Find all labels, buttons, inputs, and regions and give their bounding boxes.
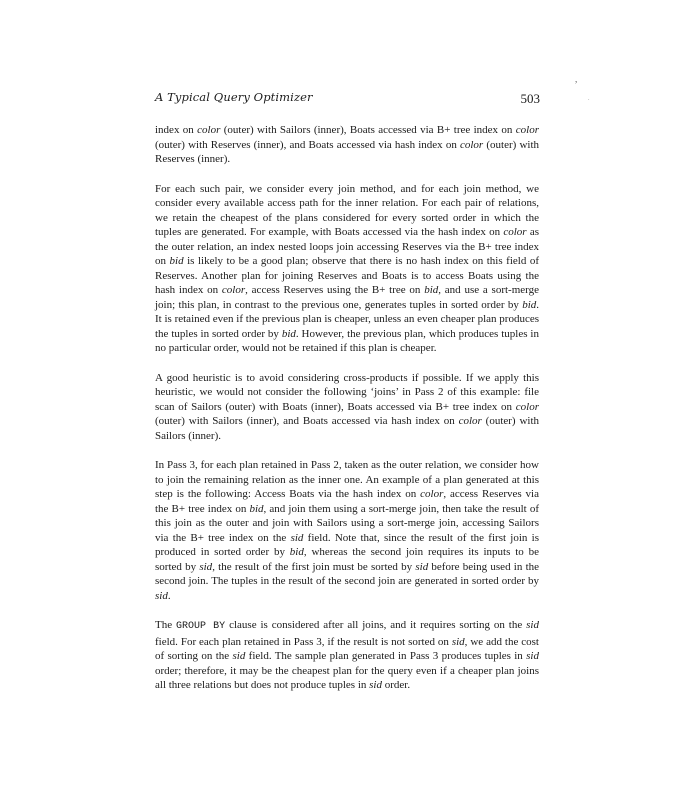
text-run: .	[167, 589, 171, 602]
italic-term: color	[459, 138, 484, 151]
text-run: , and join them using a sort-merge join, then take the result of this join as the outer and join with Sailors using a sort-merge join, accessing Sailors via the B+ tree index on the	[155, 502, 539, 544]
text-run: In Pass 3, for each plan retained in Pass 2, taken as the outer relation, we consider how to join the remaining relation as the inner one. An example of a plan generated at this step is the following: Access Boats via the hash index on	[155, 459, 539, 500]
text-run: , whereas the second join requires its inputs to be sorted by	[155, 546, 539, 573]
paragraph	[155, 182, 539, 356]
italic-term: color	[515, 400, 539, 413]
text-run: (outer) with Sailors (inner).	[155, 415, 540, 442]
italic-term: bid	[289, 546, 304, 558]
italic-term: color	[197, 124, 221, 136]
italic-term: color	[458, 415, 482, 427]
text-run: field. Note that, since the result of the first join is produced in sorted order by	[155, 531, 539, 558]
italic-term: bid	[169, 255, 184, 267]
paragraph	[155, 123, 539, 167]
italic-term: sid	[290, 531, 304, 544]
text-run: . However, the previous plan, which produces tuples in no particular order, would not be retained if this plan is cheaper.	[155, 327, 539, 354]
italic-term: sid	[526, 650, 539, 662]
text-run: , the result of the first join must be sorted by	[212, 560, 416, 573]
paragraph	[155, 371, 539, 444]
running-head	[155, 90, 540, 108]
text-run: (outer) with Sailors (inner), Boats accessed via B+ tree index on	[220, 124, 516, 136]
text-run: clause is considered after all joins, and it requires sorting on the	[225, 619, 527, 631]
paragraph	[155, 618, 539, 693]
italic-term: sid	[232, 650, 246, 662]
text-run: The	[155, 619, 177, 631]
text-run: (outer) with Sailors (inner), and Boats accessed via hash index on	[155, 415, 459, 427]
text-run: , access Reserves using the B+ tree on	[245, 284, 425, 296]
italic-term: sid	[451, 635, 465, 648]
text-run: field. For each plan retained in Pass 3, if the result is not sorted on	[155, 635, 452, 648]
text-run: , access Reserves via the B+ tree index on	[155, 488, 539, 515]
italic-term: sid	[369, 679, 382, 691]
italic-term: color	[503, 226, 527, 238]
running-title: A Typical Query Optimizer	[155, 90, 313, 104]
text-run: field. The sample plan generated in Pass 3 produces tuples in	[245, 650, 527, 662]
text-run: A good heuristic is to avoid considering cross-products if possible. If we apply this heuristic, we would not consider the following ‘joins’ in Pass 2 of this example: file scan of Sailors (outer) with Boats (inner), Boats accessed via B+ tree index on	[155, 371, 539, 413]
italic-term: color	[515, 124, 539, 136]
text-run: For each such pair, we consider every join method, and for each join method, we consider every available access path for the inner relation. For each pair of relations, we retain the cheapest of the plans considered for every sorted order in which the tuples are generated. For example, with Boats accessed via the hash index on	[155, 182, 539, 238]
code-term: GROUP BY	[176, 621, 226, 632]
text-run: order.	[381, 679, 411, 691]
italic-term: sid	[155, 589, 168, 602]
text-run: index on	[155, 124, 198, 136]
text-run: . It is retained even if the previous plan is cheaper, unless an even cheaper plan produces the tuples in sorted order by	[155, 298, 539, 340]
italic-term: bid	[249, 502, 264, 515]
text-run: order; therefore, it may be the cheapest plan for the query even if a cheaper plan joins all three relations but does not produce tuples in	[155, 664, 539, 691]
italic-term: bid	[424, 284, 439, 296]
text-run: is likely to be a good plan; observe that there is no hash index on this field of Reserves. Another plan for joining Reserves and Boats is to access Boats using the hash index on	[155, 255, 540, 296]
text-run: before being used in the second join. The tuples in the result of the second join are generated in sorted order by	[155, 560, 540, 587]
body-text	[155, 123, 539, 708]
italic-term: bid	[522, 298, 537, 311]
text-run: , we add the cost of sorting on the	[155, 635, 539, 662]
stray-mark: .	[588, 96, 590, 102]
text-run: , and use a sort-merge join; this plan, in contrast to the previous one, generates tuples in sorted order by	[155, 284, 539, 311]
italic-term: bid	[281, 327, 296, 340]
paragraph	[155, 458, 539, 603]
italic-term: sid	[415, 560, 429, 573]
italic-term: color	[420, 488, 444, 500]
page-number: 503	[520, 91, 540, 106]
text-run: (outer) with Reserves (inner), and Boats accessed via hash index on	[155, 138, 460, 151]
italic-term: sid	[199, 560, 213, 573]
italic-term: sid	[526, 619, 539, 631]
text-run: as the outer relation, an index nested loops join accessing Reserves via the B+ tree index on	[155, 226, 539, 267]
stray-mark: ,	[575, 74, 578, 84]
text-run: (outer) with Reserves (inner).	[155, 138, 540, 165]
italic-term: color	[221, 284, 246, 296]
